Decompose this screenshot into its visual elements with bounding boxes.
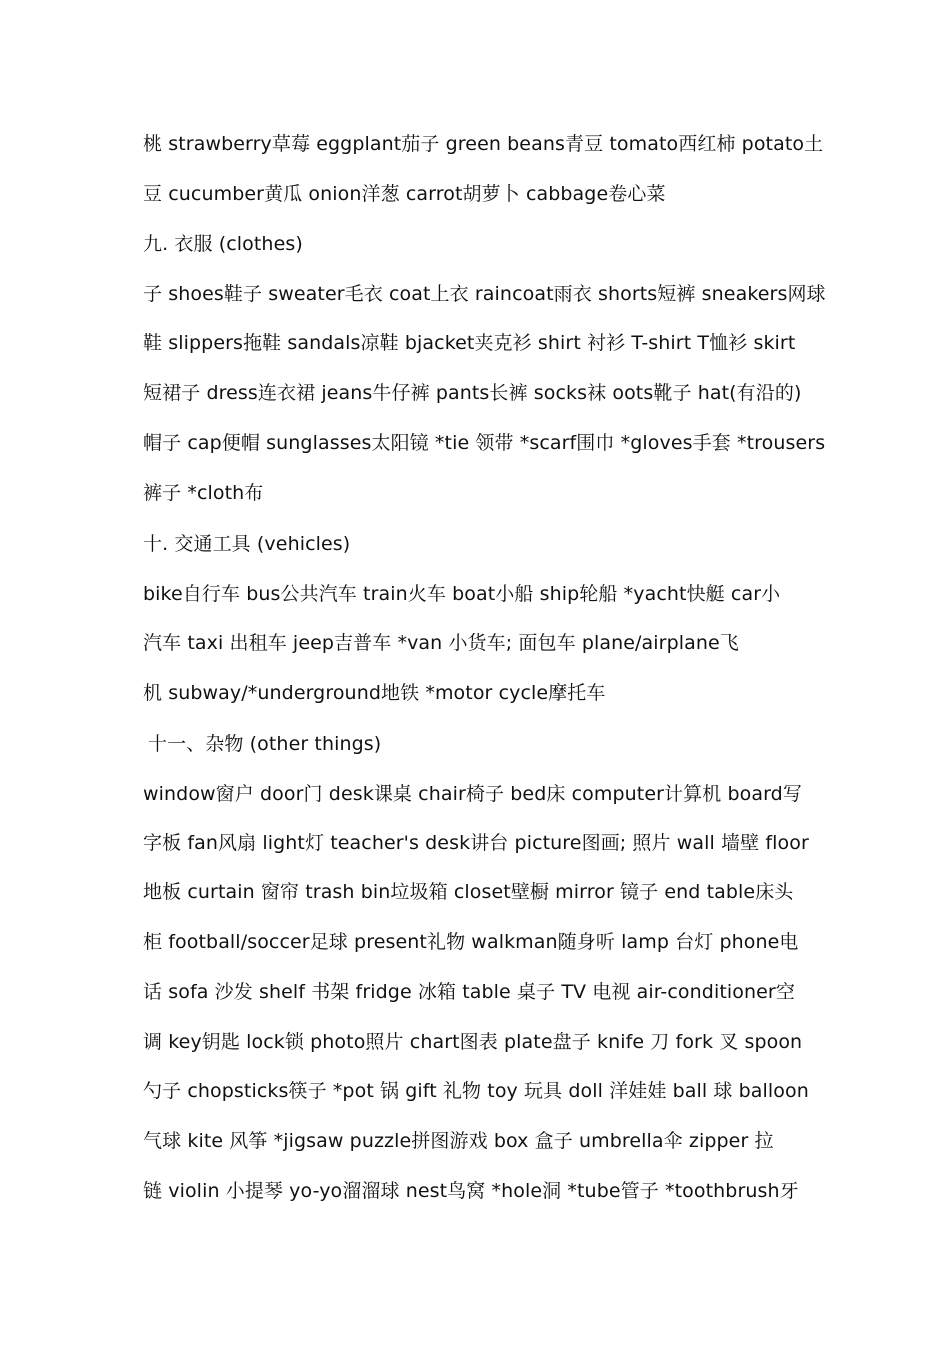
text-line-11: 汽车 taxi 出租车 jeep吉普车 *van 小货车; 面包车 plane/airplane飞 — [143, 632, 739, 654]
text-line-8: 裤子 *cloth布 — [143, 482, 264, 504]
section-heading-vehicles: 十. 交通工具 (vehicles) — [143, 533, 351, 555]
text-line-21: 气球 kite 风筝 *jigsaw puzzle拼图游戏 box 盒子 umbrella伞 zipper 拉 — [143, 1130, 774, 1152]
text-line-1: 桃 strawberry草莓 eggplant茄子 green beans青豆 tomato西红柿 potato土 — [143, 133, 824, 155]
text-line-17: 柜 football/soccer足球 present礼物 walkman随身听 lamp 台灯 phone电 — [143, 931, 799, 953]
text-line-10: bike自行车 bus公共汽车 train火车 boat小船 ship轮船 *yacht快艇 car小 — [143, 583, 781, 605]
text-line-2: 豆 cucumber黄瓜 onion洋葱 carrot胡萝卜 cabbage卷心菜 — [143, 183, 666, 205]
text-line-18: 话 sofa 沙发 shelf 书架 fridge 冰箱 table 桌子 TV 电视 air-conditioner空 — [143, 981, 795, 1003]
text-line-15: 字板 fan风扇 light灯 teacher's desk讲台 picture图画; 照片 wall 墙壁 floor — [143, 832, 809, 854]
text-line-12: 机 subway/*underground地铁 *motor cycle摩托车 — [143, 682, 606, 704]
text-line-5: 鞋 slippers拖鞋 sandals凉鞋 bjacket夹克衫 shirt 衬衫 T-shirt T恤衫 skirt — [143, 332, 796, 354]
text-line-20: 勺子 chopsticks筷子 *pot 锅 gift 礼物 toy 玩具 doll 洋娃娃 ball 球 balloon — [143, 1080, 809, 1102]
text-line-4: 子 shoes鞋子 sweater毛衣 coat上衣 raincoat雨衣 shorts短裤 sneakers网球 — [143, 283, 826, 305]
text-line-16: 地板 curtain 窗帘 trash bin垃圾箱 closet壁橱 mirror 镜子 end table床头 — [143, 881, 794, 903]
text-line-19: 调 key钥匙 lock锁 photo照片 chart图表 plate盘子 knife 刀 fork 叉 spoon — [143, 1031, 803, 1053]
section-heading-clothes: 九. 衣服 (clothes) — [143, 233, 303, 255]
text-line-7: 帽子 cap便帽 sunglasses太阳镜 *tie 领带 *scarf围巾 *gloves手套 *trousers — [143, 432, 826, 454]
text-line-14: window窗户 door门 desk课桌 chair椅子 bed床 computer计算机 board写 — [143, 783, 802, 805]
text-line-6: 短裙子 dress连衣裙 jeans牛仔裤 pants长裤 socks袜 oots靴子 hat(有沿的) — [143, 382, 802, 404]
text-line-22: 链 violin 小提琴 yo-yo溜溜球 nest鸟窝 *hole洞 *tube管子 *toothbrush牙 — [143, 1180, 799, 1202]
section-heading-other-things: 十一、杂物 (other things) — [148, 733, 382, 755]
